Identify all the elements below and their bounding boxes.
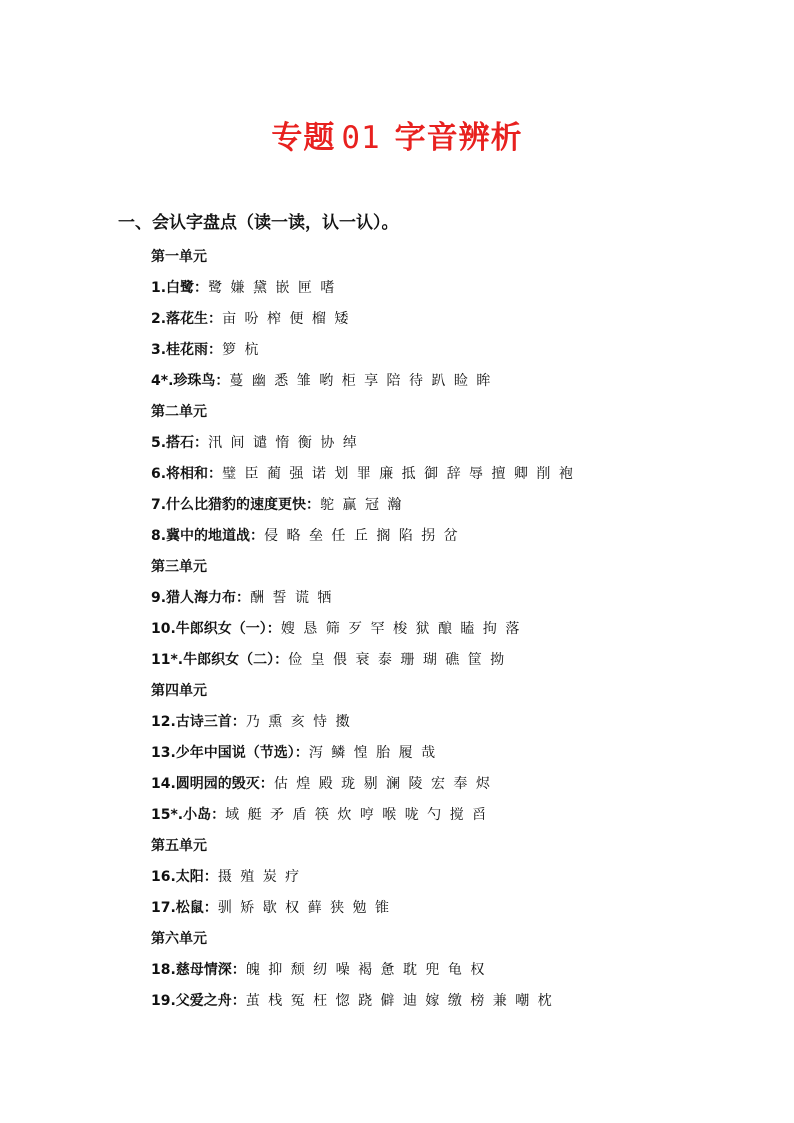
list-item — [151, 521, 771, 552]
title-prefix: 专题 — [271, 120, 336, 156]
lesson-title: 18.慈母情深： — [151, 962, 246, 978]
lesson-title: 16.太阳： — [151, 869, 218, 885]
list-item — [151, 986, 771, 1017]
lesson-characters: 乃 熏 亥 恃 擞 — [245, 714, 351, 730]
lesson-title: 14.圆明园的毁灭： — [151, 776, 274, 792]
lesson-characters: 酬 誓 谎 牺 — [250, 590, 332, 606]
list-item — [151, 583, 771, 614]
title-topic: 字音辨析 — [394, 120, 523, 156]
lesson-characters: 侵 略 垒 任 丘 搁 陷 拐 岔 — [264, 528, 459, 544]
lesson-characters: 亩 吩 榨 便 榴 矮 — [222, 311, 349, 327]
list-item — [151, 304, 771, 335]
lesson-title: 8.冀中的地道战： — [151, 528, 265, 544]
list-item — [151, 459, 771, 490]
lesson-characters: 璧 臣 蔺 强 诺 划 罪 廉 抵 御 辞 辱 擅 卿 削 袍 — [222, 466, 574, 482]
lesson-title: 5.搭石： — [151, 435, 209, 451]
lesson-title: 17.松鼠： — [151, 900, 218, 916]
list-item — [151, 490, 771, 521]
list-item — [151, 862, 771, 893]
unit-heading: 第五单元 — [151, 838, 207, 854]
unit-heading: 第四单元 — [151, 683, 207, 699]
lesson-characters: 摄 殖 炭 疗 — [217, 869, 300, 885]
list-item — [151, 273, 771, 304]
list-item — [151, 800, 771, 831]
lesson-title: 3.桂花雨： — [151, 342, 223, 358]
list-item — [151, 366, 771, 397]
lesson-title: 12.古诗三首： — [151, 714, 246, 730]
list-item — [151, 893, 771, 924]
lesson-title: 15*.小岛： — [151, 807, 226, 823]
lesson-characters: 域 艇 矛 盾 筷 炊 哼 喉 咙 勺 搅 舀 — [225, 807, 487, 823]
lesson-title: 10.牛郎织女（一）： — [151, 621, 281, 637]
lesson-title: 7.什么比猎豹的速度更快： — [151, 497, 321, 513]
lesson-title: 13.少年中国说（节选）： — [151, 745, 309, 761]
list-item — [151, 645, 771, 676]
unit-heading: 第三单元 — [151, 559, 207, 575]
lesson-characters: 魄 抑 颓 纫 噪 褐 惫 耽 兜 龟 权 — [245, 962, 485, 978]
lesson-characters: 箩 杭 — [222, 342, 260, 358]
list-item — [151, 428, 771, 459]
list-item — [151, 955, 771, 986]
lesson-characters: 嫂 恳 筛 歹 罕 梭 狱 酿 瞌 拘 落 — [280, 621, 520, 637]
title-number: 01 — [341, 120, 381, 156]
list-item — [151, 335, 771, 366]
section-heading: 一、会认字盘点（读一读，认一认）。 — [118, 213, 399, 233]
list-item — [151, 614, 771, 645]
lesson-characters: 茧 栈 冤 枉 惚 跷 僻 迪 嫁 缴 榜 兼 嘲 枕 — [245, 993, 553, 1009]
lesson-title: 4*.珍珠鸟： — [151, 373, 230, 389]
list-item — [151, 738, 771, 769]
lesson-characters: 蔓 幽 悉 雏 哟 柜 享 陪 待 趴 睑 眸 — [229, 373, 491, 389]
lesson-title: 6.将相和： — [151, 466, 223, 482]
lesson-characters: 鹭 嫌 黛 嵌 匣 嗜 — [208, 280, 335, 296]
lesson-characters: 汛 间 谴 惰 衡 协 绰 — [208, 435, 358, 451]
lesson-characters: 估 煌 殿 珑 剔 澜 陵 宏 奉 烬 — [273, 776, 491, 792]
lesson-title: 11*.牛郎织女（二）： — [151, 652, 289, 668]
lesson-characters: 俭 皇 偎 衰 泰 珊 瑚 礁 筐 拗 — [288, 652, 505, 668]
lesson-title: 2.落花生： — [151, 311, 223, 327]
unit-heading: 第六单元 — [151, 931, 207, 947]
lesson-title: 1.白鹭： — [151, 280, 209, 296]
unit-heading: 第一单元 — [151, 249, 207, 265]
list-item — [151, 707, 771, 738]
page-title — [0, 112, 794, 157]
lesson-title: 19.父爱之舟： — [151, 993, 246, 1009]
lesson-characters: 鸵 赢 冠 瀚 — [320, 497, 402, 513]
list-item — [151, 769, 771, 800]
character-list — [151, 242, 771, 1017]
lesson-characters: 泻 鳞 惶 胎 履 哉 — [308, 745, 436, 761]
lesson-characters: 驯 矫 歇 权 藓 狭 勉 锥 — [217, 900, 390, 916]
unit-heading: 第二单元 — [151, 404, 207, 420]
lesson-title: 9.猎人海力布： — [151, 590, 251, 606]
